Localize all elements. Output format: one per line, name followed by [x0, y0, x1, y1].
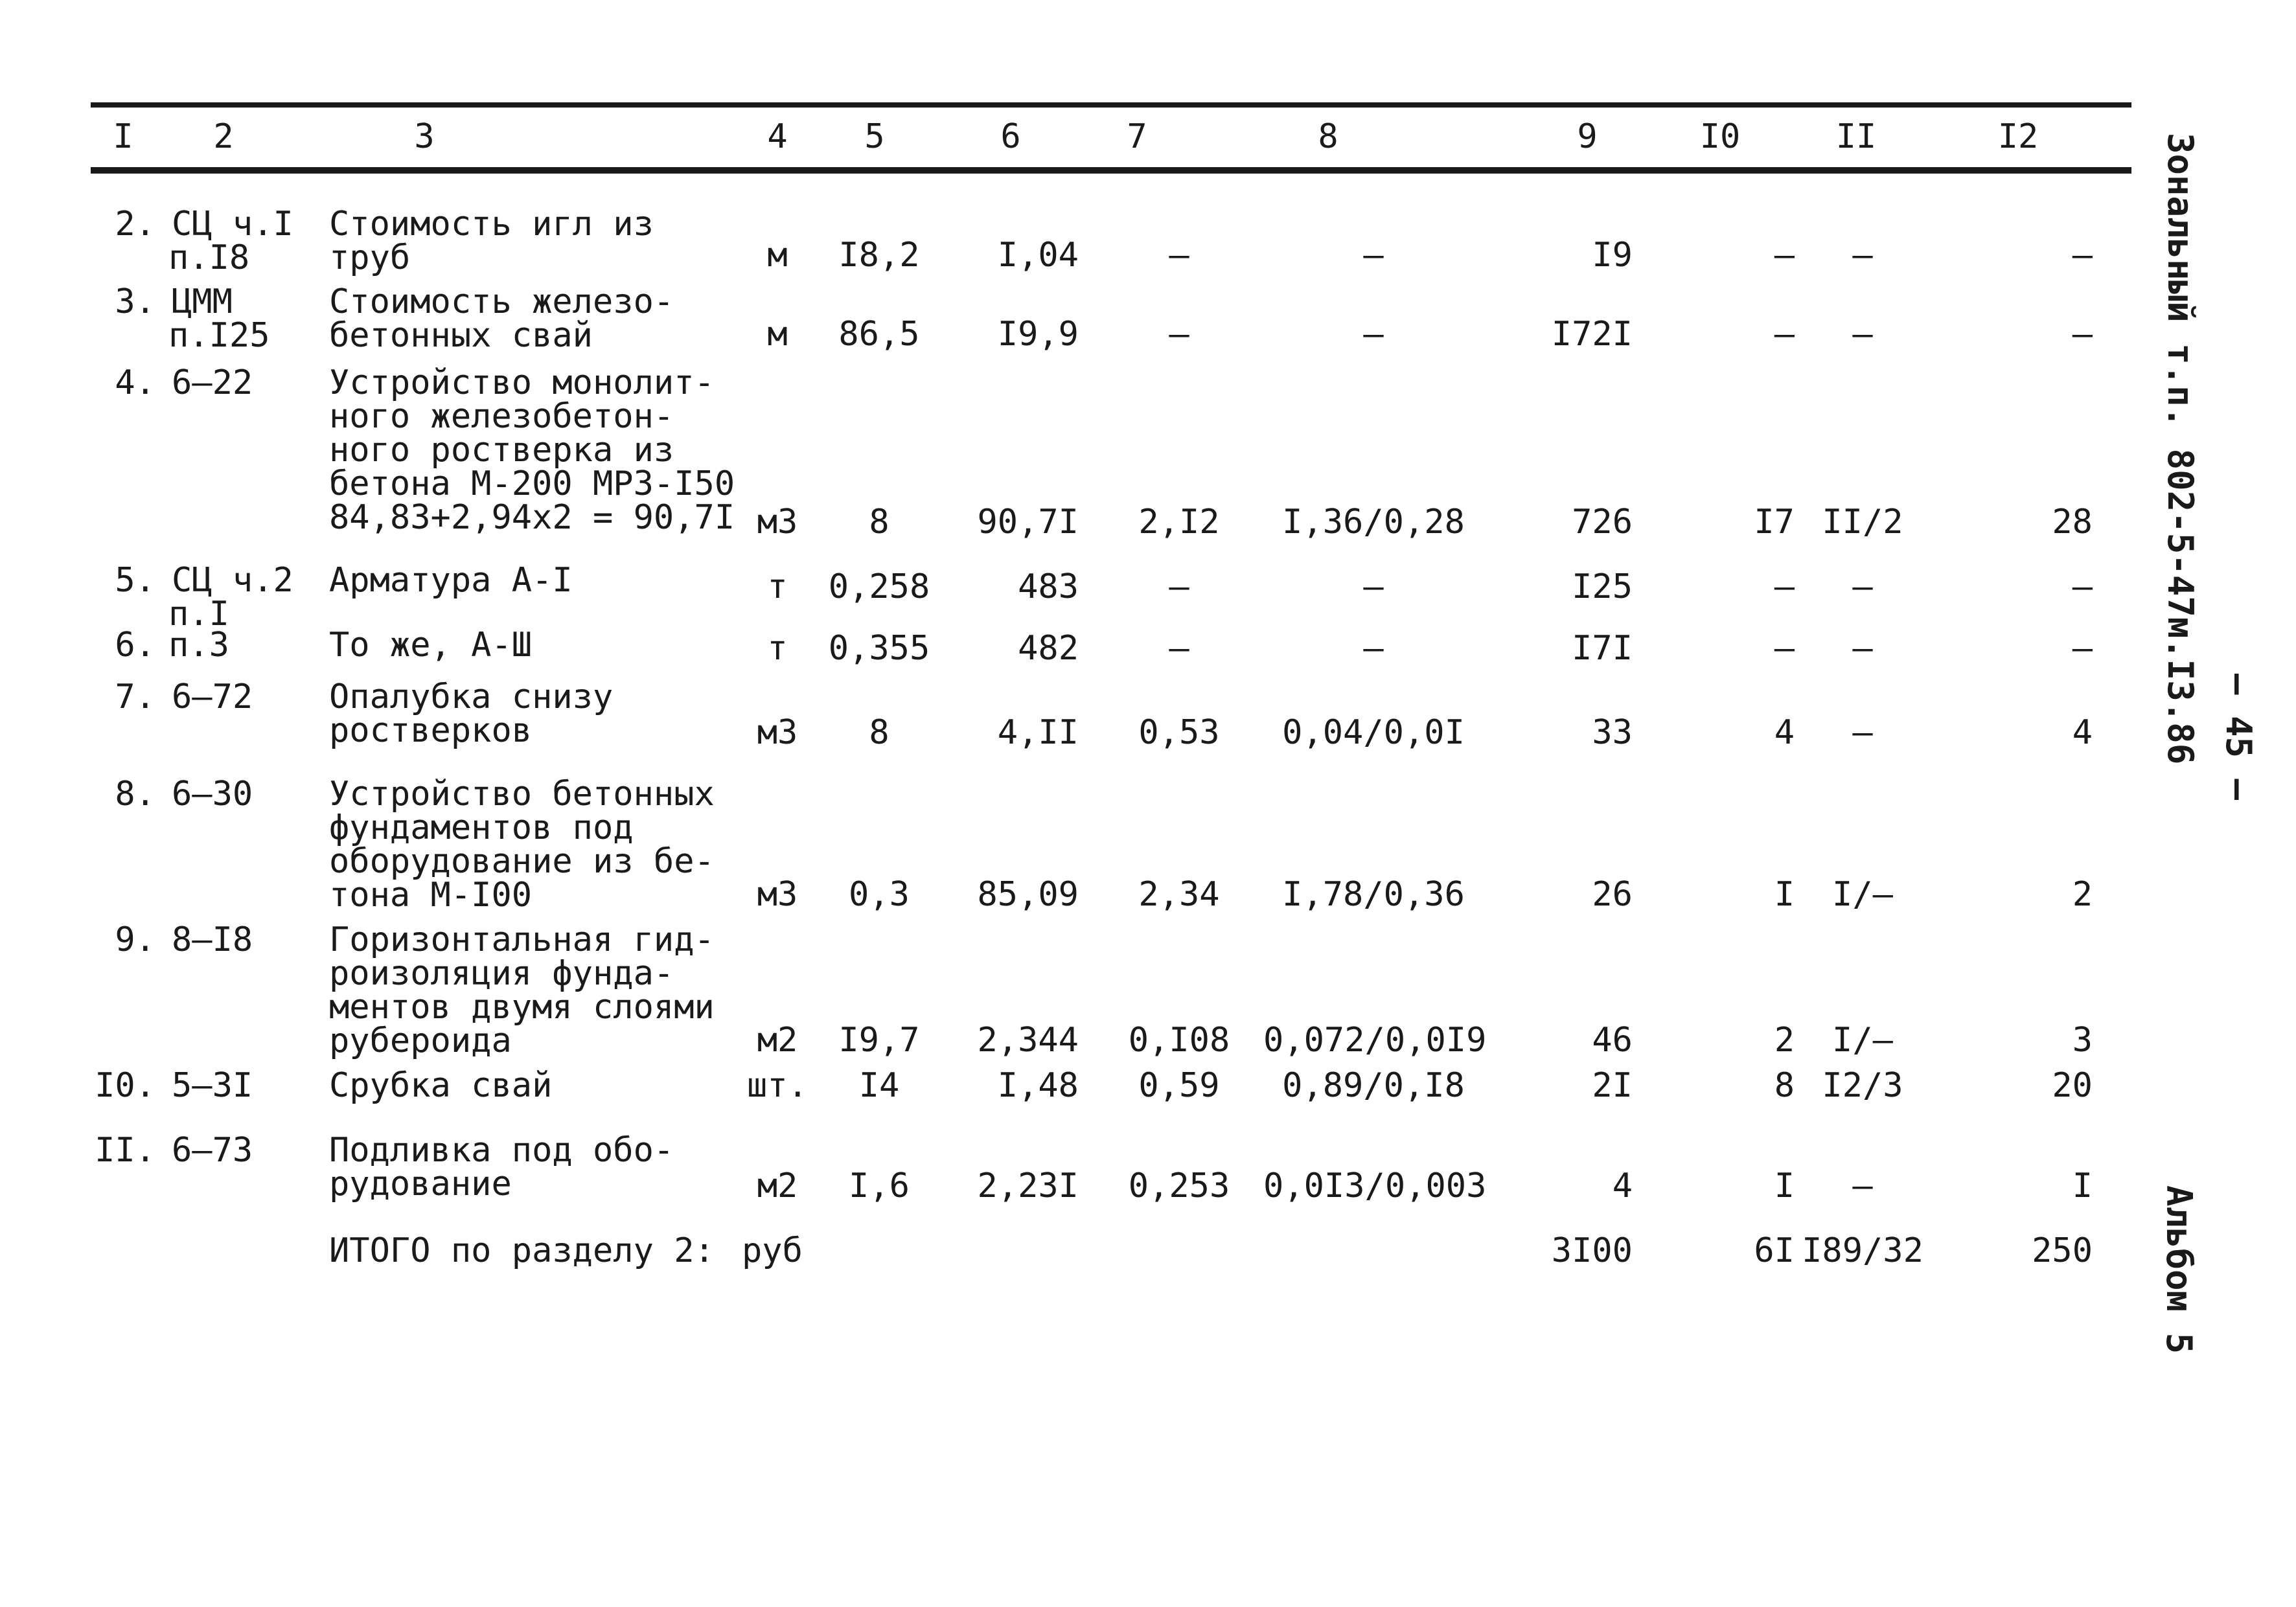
header-col-11: II	[1835, 117, 1877, 156]
row-col-11: –	[1852, 567, 1873, 606]
row-col-12: 28	[2052, 503, 2093, 541]
row-col-7: 2,I2	[1138, 503, 1220, 541]
row-col-8: 0,04/0,0I	[1282, 713, 1465, 752]
row-col-6: 482	[1018, 629, 1079, 668]
row-col-5: 86,5	[838, 315, 920, 354]
total-unit: руб	[742, 1231, 803, 1270]
row-code: п.I8	[168, 238, 250, 277]
row-code: 6–30	[172, 775, 253, 814]
row-col-11: –	[1852, 713, 1873, 752]
header-col-2: 2	[213, 117, 234, 156]
row-col-5: I4	[858, 1066, 900, 1105]
row-code: 6–73	[172, 1131, 253, 1170]
row-description: ростверков	[329, 711, 533, 750]
row-code: 5–3I	[172, 1066, 253, 1105]
album-label: Альбом 5	[2159, 1185, 2199, 1354]
row-col-10: I7	[1754, 503, 1795, 541]
row-description: тона М-I00	[329, 876, 533, 915]
table-header-rule	[91, 167, 2131, 174]
row-unit: м3	[757, 713, 798, 752]
row-col-12: 4	[2072, 713, 2093, 752]
row-col-6: 90,7I	[977, 503, 1079, 541]
row-col-10: 4	[1774, 713, 1795, 752]
row-col-7: 0,253	[1128, 1167, 1230, 1205]
row-number: 7.	[115, 678, 155, 716]
row-col-10: 8	[1774, 1066, 1795, 1105]
row-number: 2.	[115, 205, 155, 244]
row-col-7: 0,I08	[1128, 1021, 1230, 1060]
row-col-9: I7I	[1572, 629, 1633, 668]
row-col-7: 0,59	[1138, 1066, 1220, 1105]
row-code: 8–I8	[172, 920, 253, 959]
row-col-11: –	[1852, 236, 1873, 275]
row-col-9: I9	[1592, 236, 1633, 275]
row-col-7: –	[1169, 567, 1189, 606]
row-unit: шт.	[747, 1066, 808, 1105]
total-col-12: 250	[2032, 1231, 2093, 1270]
row-col-5: 8	[869, 503, 890, 541]
row-col-11: –	[1852, 315, 1873, 354]
row-col-11: I/–	[1832, 875, 1893, 914]
row-col-9: 726	[1572, 503, 1633, 541]
row-number: 5.	[115, 561, 155, 600]
header-col-4: 4	[767, 117, 788, 156]
row-col-9: 26	[1592, 875, 1633, 914]
row-col-10: –	[1774, 567, 1795, 606]
row-col-6: 2,344	[977, 1021, 1079, 1060]
row-number: 9.	[115, 920, 155, 959]
row-col-12: I	[2072, 1167, 2093, 1205]
row-col-9: I25	[1572, 567, 1633, 606]
row-col-11: –	[1852, 629, 1873, 668]
row-col-12: 20	[2052, 1066, 2093, 1105]
row-col-9: 46	[1592, 1021, 1633, 1060]
row-description: роизоляция фунда-	[329, 954, 674, 993]
row-description: фундаментов под	[329, 808, 634, 847]
row-col-12: –	[2072, 629, 2093, 668]
row-col-8: I,36/0,28	[1282, 503, 1465, 541]
header-col-6: 6	[1000, 117, 1021, 156]
row-description: ного железобетон-	[329, 397, 674, 436]
row-unit: м3	[757, 503, 798, 541]
total-col-10: 6I	[1754, 1231, 1795, 1270]
row-col-9: 4	[1612, 1167, 1633, 1205]
row-col-6: 2,23I	[977, 1167, 1079, 1205]
row-description: Горизонтальная гид-	[329, 920, 715, 959]
row-col-6: I9,9	[997, 315, 1079, 354]
row-col-12: –	[2072, 236, 2093, 275]
row-col-5: I8,2	[838, 236, 920, 275]
row-col-7: 0,53	[1138, 713, 1220, 752]
row-unit: м2	[757, 1021, 798, 1060]
row-col-6: I,48	[997, 1066, 1079, 1105]
row-description: Подливка под обо-	[329, 1131, 674, 1170]
row-col-8: 0,072/0,0I9	[1263, 1021, 1487, 1060]
row-description: То же, А-Ш	[329, 626, 533, 665]
total-col-9: 3I00	[1551, 1231, 1633, 1270]
row-number: 3.	[115, 282, 155, 321]
table-top-rule	[91, 102, 2131, 108]
page-number: – 45 –	[2218, 674, 2259, 801]
row-col-10: I	[1774, 1167, 1795, 1205]
row-col-11: II/2	[1822, 503, 1903, 541]
row-col-9: I72I	[1551, 315, 1633, 354]
row-col-12: 3	[2072, 1021, 2093, 1060]
row-col-6: 85,09	[977, 875, 1079, 914]
row-col-6: I,04	[997, 236, 1079, 275]
row-col-7: –	[1169, 236, 1189, 275]
row-col-7: –	[1169, 315, 1189, 354]
row-description: оборудование из бе-	[329, 842, 715, 881]
row-description: ного ростверка из	[329, 431, 674, 470]
row-col-10: –	[1774, 315, 1795, 354]
row-col-10: I	[1774, 875, 1795, 914]
row-unit: т	[767, 567, 788, 606]
row-col-6: 483	[1018, 567, 1079, 606]
row-unit: м2	[757, 1167, 798, 1205]
row-col-8: –	[1363, 629, 1384, 668]
row-col-5: I,6	[849, 1167, 910, 1205]
row-unit: т	[767, 629, 788, 668]
row-code: п.I25	[168, 316, 270, 355]
row-col-7: 2,34	[1138, 875, 1220, 914]
row-code: п.3	[168, 626, 229, 665]
row-code: ЦММ	[172, 282, 233, 321]
row-col-11: –	[1852, 1167, 1873, 1205]
row-col-11: I/–	[1832, 1021, 1893, 1060]
row-col-6: 4,II	[997, 713, 1079, 752]
row-description: ментов двумя слоями	[329, 988, 715, 1027]
row-code: п.I	[168, 595, 229, 633]
row-col-5: 0,355	[828, 629, 930, 668]
row-col-12: –	[2072, 315, 2093, 354]
total-label: ИТОГО по разделу 2:	[329, 1231, 715, 1270]
row-number: I0.	[95, 1066, 155, 1105]
row-col-10: –	[1774, 629, 1795, 668]
row-number: 6.	[115, 626, 155, 665]
header-col-5: 5	[864, 117, 885, 156]
row-unit: м	[767, 315, 788, 354]
row-col-8: –	[1363, 315, 1384, 354]
row-col-7: –	[1169, 629, 1189, 668]
row-col-12: –	[2072, 567, 2093, 606]
document-code: Зональный т.п. 802-5-47м.I3.86	[2160, 133, 2201, 765]
row-col-8: 0,0I3/0,003	[1263, 1167, 1487, 1205]
row-description: Устройство монолит-	[329, 363, 715, 402]
row-number: 4.	[115, 363, 155, 402]
row-col-11: I2/3	[1822, 1066, 1903, 1105]
row-description: бетона М-200 МРЗ-I50	[329, 464, 735, 503]
row-number: 8.	[115, 775, 155, 814]
row-col-8: –	[1363, 236, 1384, 275]
row-description: Стоимость железо-	[329, 282, 674, 321]
row-col-5: 8	[869, 713, 890, 752]
row-col-12: 2	[2072, 875, 2093, 914]
total-col-11: I89/32	[1802, 1231, 1923, 1270]
row-code: 6–72	[172, 678, 253, 716]
row-description: рубероида	[329, 1021, 512, 1060]
row-description: бетонных свай	[329, 316, 593, 355]
row-description: 84,83+2,94х2 = 90,7I	[329, 498, 735, 537]
header-col-9: 9	[1577, 117, 1598, 156]
header-col-7: 7	[1127, 117, 1147, 156]
row-col-5: I9,7	[838, 1021, 920, 1060]
row-col-8: I,78/0,36	[1282, 875, 1465, 914]
row-col-5: 0,258	[828, 567, 930, 606]
row-code: СЦ ч.2	[172, 561, 293, 600]
row-unit: м3	[757, 875, 798, 914]
header-col-1: I	[113, 117, 133, 156]
row-unit: м	[767, 236, 788, 275]
header-col-10: I0	[1699, 117, 1741, 156]
row-description: Арматура А-I	[329, 561, 573, 600]
row-code: СЦ ч.I	[172, 205, 293, 244]
row-col-8: –	[1363, 567, 1384, 606]
row-col-9: 2I	[1592, 1066, 1633, 1105]
row-description: Срубка свай	[329, 1066, 553, 1105]
row-col-10: –	[1774, 236, 1795, 275]
row-col-10: 2	[1774, 1021, 1795, 1060]
header-col-3: 3	[414, 117, 435, 156]
row-description: труб	[329, 238, 411, 277]
row-number: II.	[95, 1131, 155, 1170]
row-description: Стоимость игл из	[329, 205, 654, 244]
row-description: Опалубка снизу	[329, 678, 614, 716]
row-col-9: 33	[1592, 713, 1633, 752]
header-col-12: I2	[1997, 117, 2039, 156]
row-col-5: 0,3	[849, 875, 910, 914]
row-description: рудование	[329, 1165, 512, 1203]
row-col-8: 0,89/0,I8	[1282, 1066, 1465, 1105]
row-code: 6–22	[172, 363, 253, 402]
header-col-8: 8	[1318, 117, 1338, 156]
row-description: Устройство бетонных	[329, 775, 715, 814]
